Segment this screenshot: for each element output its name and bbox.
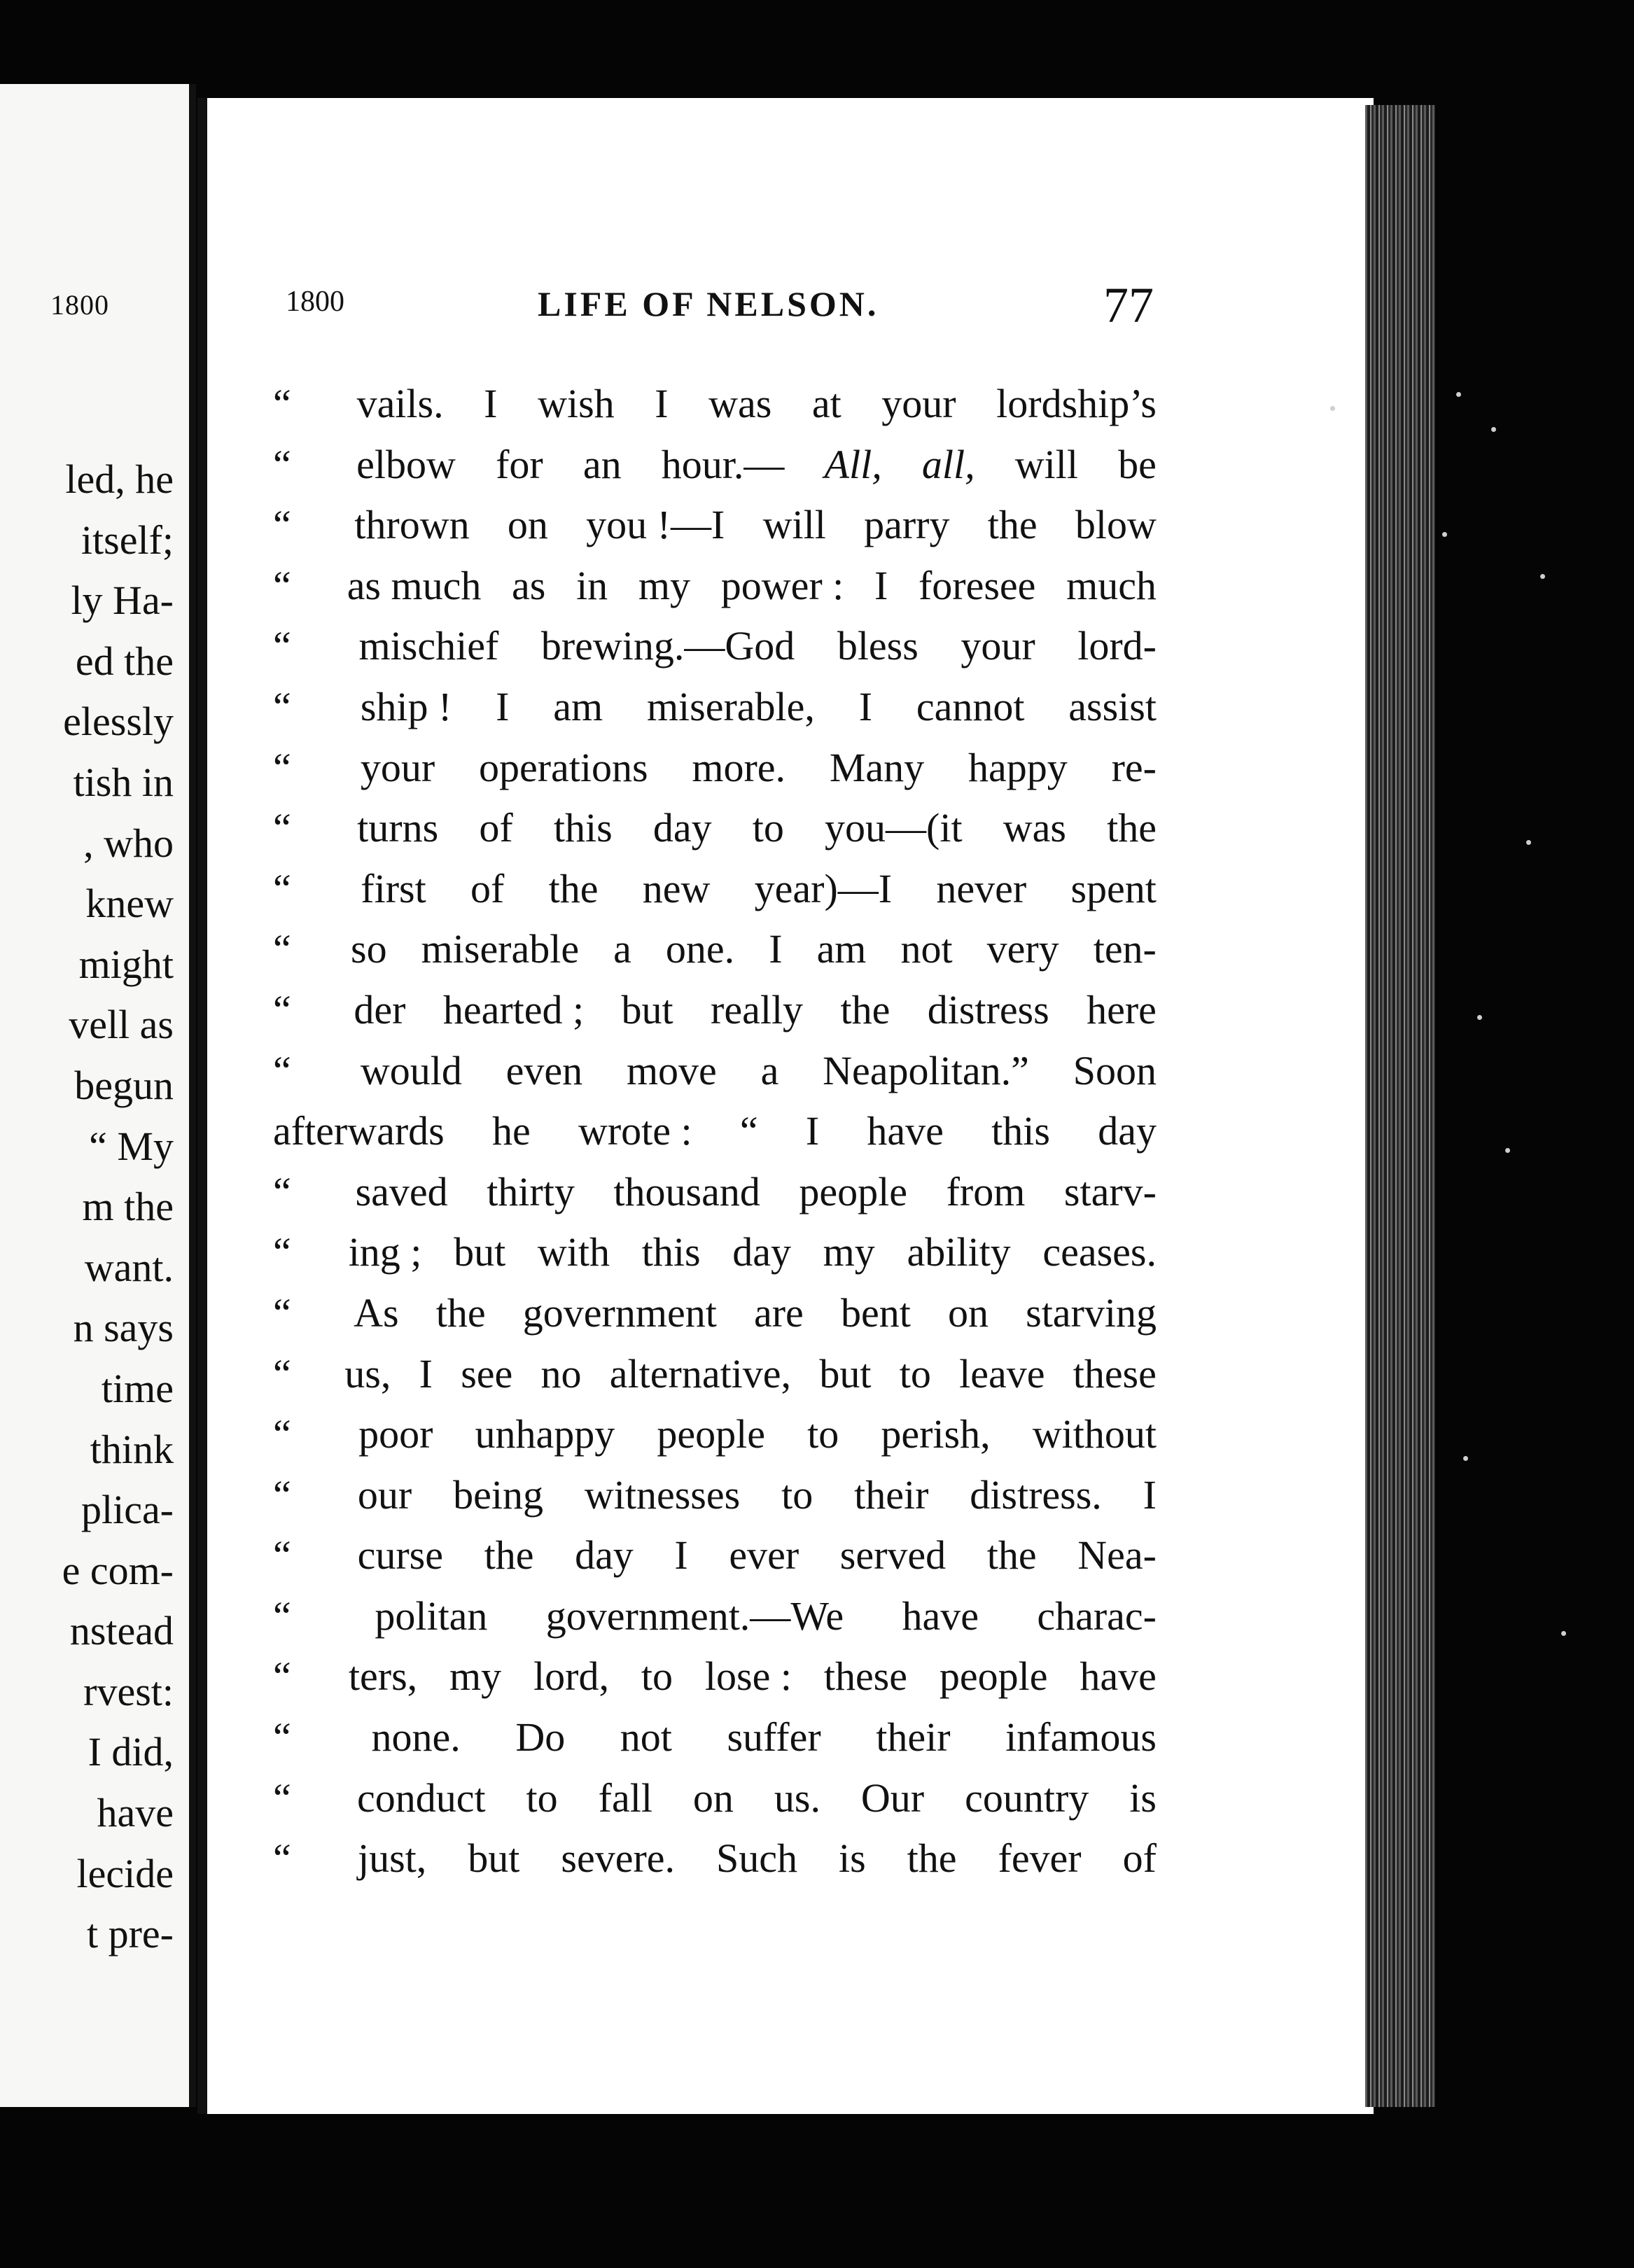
facing-page-line: lecide	[76, 1850, 174, 1896]
word: turns	[357, 805, 439, 851]
facing-page-line: I did,	[88, 1729, 174, 1775]
word: hearted ;	[442, 986, 585, 1032]
speck	[1561, 1631, 1566, 1636]
text-line	[273, 677, 1157, 738]
speck	[1526, 840, 1531, 845]
word: people	[939, 1653, 1048, 1700]
word: you !—I	[586, 502, 725, 548]
facing-page-line: elessly	[63, 699, 174, 745]
word: just,	[357, 1835, 427, 1882]
word: miserable	[421, 926, 580, 972]
word: I	[496, 683, 510, 729]
word: to	[641, 1653, 673, 1700]
word: this	[991, 1108, 1050, 1154]
word: year)—I	[754, 865, 893, 911]
word: your	[881, 381, 956, 426]
word: hour.—	[661, 441, 785, 487]
quote-mark: “	[273, 805, 291, 851]
text-line	[273, 374, 1157, 435]
word: Do	[515, 1714, 566, 1760]
facing-page-line: tish in	[73, 759, 174, 805]
text-line	[273, 556, 1157, 617]
quote-mark: “	[273, 441, 291, 487]
word: ten-	[1093, 926, 1157, 972]
word: Many	[829, 744, 925, 790]
speck	[1456, 392, 1461, 397]
facing-page-line: time	[101, 1365, 174, 1411]
word: the	[840, 986, 891, 1032]
word: the	[548, 865, 599, 911]
word: first	[361, 865, 426, 911]
word: would	[360, 1047, 462, 1093]
word: lordship’s	[996, 381, 1157, 426]
word: suffer	[727, 1714, 821, 1760]
word: government	[522, 1289, 717, 1336]
speck	[1540, 574, 1545, 579]
word: on	[947, 1289, 989, 1336]
word: I	[805, 1108, 820, 1154]
quote-mark: “	[273, 623, 291, 669]
word: the	[484, 1532, 534, 1578]
word: to	[526, 1774, 558, 1821]
word: your	[961, 623, 1035, 669]
quote-mark: “	[273, 926, 291, 972]
quote-mark: “	[273, 1653, 291, 1700]
word: move	[626, 1047, 717, 1093]
word: infamous	[1005, 1714, 1157, 1760]
facing-page-line: vell as	[69, 1002, 174, 1048]
text-line	[273, 616, 1157, 677]
text-line	[273, 919, 1157, 980]
word: re-	[1111, 744, 1157, 790]
word: wrote :	[578, 1108, 692, 1154]
word: saved	[355, 1168, 448, 1214]
facing-page-text	[62, 449, 174, 1965]
word: your	[360, 744, 435, 790]
word: see	[461, 1350, 513, 1396]
word: to	[807, 1411, 839, 1457]
word: being	[453, 1471, 543, 1518]
word: brewing.—God	[540, 623, 795, 669]
speck	[1463, 1456, 1468, 1461]
word: be	[1118, 441, 1157, 487]
word: their	[876, 1714, 951, 1760]
word: charac-	[1037, 1592, 1157, 1639]
word: am	[553, 683, 603, 729]
word: day	[1098, 1108, 1157, 1154]
word: these	[823, 1653, 907, 1700]
word: ters,	[348, 1653, 418, 1700]
word: you—(it	[825, 805, 963, 851]
word: thirty	[487, 1168, 575, 1214]
facing-page-line: want.	[84, 1244, 174, 1290]
word: to	[781, 1471, 813, 1518]
word: our	[357, 1471, 412, 1518]
word: to	[899, 1350, 931, 1396]
word: day	[652, 805, 712, 851]
word: my	[449, 1653, 502, 1700]
quote-mark: “	[273, 1168, 291, 1214]
word: much	[1066, 562, 1157, 608]
word: ceases.	[1042, 1229, 1157, 1275]
facing-page-line: led, he	[65, 456, 174, 502]
text-line	[273, 1707, 1157, 1768]
header-title: LIFE OF NELSON.	[538, 284, 879, 323]
word: conduct	[356, 1774, 486, 1821]
facing-page-line: knew	[85, 881, 174, 927]
text-line	[273, 435, 1157, 496]
word: served	[839, 1532, 947, 1578]
word: the	[435, 1289, 486, 1336]
facing-page-left	[0, 84, 196, 2107]
speck	[1477, 1015, 1482, 1020]
word: an	[582, 441, 622, 487]
word: a	[613, 926, 631, 972]
word: but	[468, 1835, 520, 1882]
word: elbow	[356, 441, 456, 487]
quote-mark: “	[273, 744, 291, 790]
word: so	[351, 926, 387, 972]
text-line	[273, 1222, 1157, 1283]
word: to	[752, 805, 784, 851]
word: severe.	[561, 1835, 676, 1882]
word: have	[867, 1108, 944, 1154]
word: starving	[1026, 1289, 1157, 1336]
word: have	[1080, 1653, 1157, 1700]
word: from	[946, 1168, 1026, 1214]
word: I	[674, 1532, 688, 1578]
word: operations	[478, 744, 648, 790]
word: As	[354, 1289, 399, 1336]
text-line	[273, 1162, 1157, 1223]
facing-page-line: think	[90, 1426, 174, 1472]
word: I	[858, 683, 873, 729]
word: very	[986, 926, 1059, 972]
quote-mark: “	[273, 1835, 291, 1882]
quote-mark: “	[273, 683, 291, 729]
text-line	[273, 738, 1157, 799]
word: assist	[1068, 683, 1157, 729]
word: us,	[344, 1350, 391, 1396]
facing-page-line: plica-	[81, 1487, 174, 1533]
word: “	[739, 1108, 758, 1154]
word: will	[1014, 441, 1078, 487]
word: Our	[860, 1774, 925, 1821]
text-line	[273, 1465, 1157, 1526]
word: Such	[716, 1835, 797, 1882]
word: their	[854, 1471, 929, 1518]
word: on	[507, 502, 548, 548]
word: I	[484, 381, 498, 426]
word: even	[505, 1047, 583, 1093]
quote-mark: “	[273, 1350, 291, 1396]
word: he	[491, 1108, 531, 1154]
word: in	[576, 562, 608, 608]
facing-page-line: n says	[73, 1305, 174, 1351]
word: as	[512, 562, 546, 608]
header-year: 1800	[286, 286, 344, 318]
word: politan	[375, 1592, 488, 1639]
speck	[1491, 427, 1496, 432]
word: All,	[824, 441, 882, 487]
text-line	[273, 495, 1157, 556]
word: happy	[968, 744, 1068, 790]
facing-page-line: have	[97, 1790, 174, 1836]
word: I	[655, 381, 669, 426]
word: was	[1003, 805, 1066, 851]
word: spent	[1070, 865, 1157, 911]
speck	[1505, 1148, 1510, 1153]
word: ever	[729, 1532, 799, 1578]
word: I	[1143, 1471, 1157, 1518]
word: was	[708, 381, 772, 426]
text-line	[273, 1344, 1157, 1405]
word: this	[553, 805, 613, 851]
word: of	[479, 805, 513, 851]
word: ship !	[360, 683, 452, 729]
word: parry	[864, 502, 950, 548]
quote-mark: “	[273, 1047, 291, 1093]
word: poor	[358, 1411, 433, 1457]
word: never	[936, 865, 1027, 911]
text-line	[273, 1041, 1157, 1102]
word: perish,	[881, 1411, 991, 1457]
word: curse	[357, 1532, 443, 1578]
word: country	[965, 1774, 1089, 1821]
word: unhappy	[475, 1411, 615, 1457]
word: of	[470, 865, 505, 911]
word: der	[354, 986, 406, 1032]
facing-page-line: e com-	[62, 1547, 174, 1593]
text-line	[273, 1101, 1157, 1162]
quote-mark: “	[273, 865, 291, 911]
word: foresee	[918, 562, 1036, 608]
word: more.	[692, 744, 786, 790]
word: my	[638, 562, 690, 608]
quote-mark: “	[273, 1289, 291, 1336]
facing-page-line: itself;	[81, 517, 174, 563]
word: are	[753, 1289, 804, 1336]
text-line	[273, 859, 1157, 920]
word: the	[986, 1532, 1037, 1578]
word: mischief	[358, 623, 499, 669]
word: Neapolitan.”	[823, 1047, 1029, 1093]
word: a	[760, 1047, 779, 1093]
word: my	[823, 1229, 875, 1275]
facing-page-line: m the	[82, 1184, 174, 1230]
word: blow	[1075, 502, 1157, 548]
text-line	[273, 1283, 1157, 1344]
word: witnesses	[584, 1471, 741, 1518]
facing-page-line: ed the	[75, 638, 174, 684]
word: lose :	[704, 1653, 792, 1700]
text-line	[273, 980, 1157, 1041]
speck	[1442, 532, 1447, 537]
word: people	[799, 1168, 908, 1214]
word: fall	[598, 1774, 652, 1821]
word: Soon	[1073, 1047, 1157, 1093]
word: all,	[921, 441, 975, 487]
text-line	[273, 1828, 1157, 1889]
word: starv-	[1063, 1168, 1157, 1214]
word: government.—We	[545, 1592, 844, 1639]
word: I	[769, 926, 783, 972]
quote-mark: “	[273, 1411, 291, 1457]
word: Nea-	[1077, 1532, 1157, 1578]
word: not	[620, 1714, 672, 1760]
body-text	[273, 374, 1157, 1889]
quote-mark: “	[273, 1229, 291, 1275]
word: without	[1032, 1411, 1157, 1457]
text-line	[273, 1586, 1157, 1647]
word: for	[496, 441, 543, 487]
word: with	[537, 1229, 610, 1275]
word: one.	[665, 926, 735, 972]
word: will	[762, 502, 826, 548]
word: thousand	[613, 1168, 760, 1214]
facing-page-line: nstead	[69, 1608, 174, 1654]
word: I	[419, 1350, 433, 1396]
quote-mark: “	[273, 381, 291, 426]
word: I	[874, 562, 888, 608]
page-number: 77	[1103, 277, 1154, 333]
word: fever	[998, 1835, 1082, 1882]
word: vails.	[356, 381, 444, 426]
text-line	[273, 1768, 1157, 1829]
quote-mark: “	[273, 1714, 291, 1760]
word: of	[1122, 1835, 1157, 1882]
facing-page-line: begun	[74, 1062, 174, 1108]
word: really	[711, 986, 804, 1032]
quote-mark: “	[273, 1532, 291, 1578]
quote-mark: “	[273, 986, 291, 1032]
text-line	[273, 1646, 1157, 1707]
word: but	[621, 986, 673, 1032]
word: this	[641, 1229, 701, 1275]
quote-mark: “	[273, 562, 291, 608]
word: power :	[720, 562, 844, 608]
word: is	[1129, 1774, 1157, 1821]
word: the	[1107, 805, 1157, 851]
word: here	[1087, 986, 1157, 1032]
word: the	[907, 1835, 957, 1882]
quote-mark: “	[273, 502, 291, 548]
word: lord,	[533, 1653, 609, 1700]
quote-mark: “	[273, 1774, 291, 1821]
word: as much	[347, 562, 482, 608]
facing-page-line: ly Ha-	[71, 578, 174, 624]
word: bent	[840, 1289, 911, 1336]
facing-page-line: t pre-	[87, 1911, 174, 1957]
word: lord-	[1077, 623, 1157, 669]
quote-mark: “	[273, 1471, 291, 1518]
word: distress.	[970, 1471, 1102, 1518]
running-head	[286, 276, 1154, 332]
word: but	[454, 1229, 506, 1275]
facing-page-line: rvest:	[83, 1668, 174, 1714]
word: but	[819, 1350, 872, 1396]
word: bless	[837, 623, 919, 669]
word: alternative,	[609, 1350, 792, 1396]
word: people	[657, 1411, 766, 1457]
word: none.	[371, 1714, 461, 1760]
word: thrown	[354, 502, 470, 548]
speck	[1330, 406, 1335, 411]
text-line	[273, 798, 1157, 859]
facing-page-header-year: 1800	[50, 289, 109, 321]
word: am	[816, 926, 867, 972]
word: no	[540, 1350, 582, 1396]
word: afterwards	[273, 1108, 445, 1154]
page-edges	[1365, 105, 1435, 2107]
word: have	[902, 1592, 979, 1639]
word: miserable,	[646, 683, 815, 729]
word: day	[575, 1532, 634, 1578]
word: new	[642, 865, 711, 911]
word: at	[811, 381, 842, 426]
word: leave	[959, 1350, 1045, 1396]
facing-page-line: “ My	[89, 1123, 174, 1169]
quote-mark: “	[273, 1592, 291, 1639]
word: the	[987, 502, 1038, 548]
word: cannot	[916, 683, 1025, 729]
facing-page-line: , who	[83, 820, 174, 866]
word: on	[692, 1774, 734, 1821]
word: ing ;	[348, 1229, 422, 1275]
word: wish	[538, 381, 615, 426]
word: these	[1073, 1350, 1157, 1396]
word: is	[838, 1835, 866, 1882]
text-line	[273, 1404, 1157, 1465]
word: day	[732, 1229, 791, 1275]
word: ability	[907, 1229, 1011, 1275]
facing-page-line: might	[78, 941, 174, 987]
text-line	[273, 1525, 1157, 1586]
word: us.	[774, 1774, 821, 1821]
word: not	[900, 926, 953, 972]
word: distress	[927, 986, 1049, 1032]
